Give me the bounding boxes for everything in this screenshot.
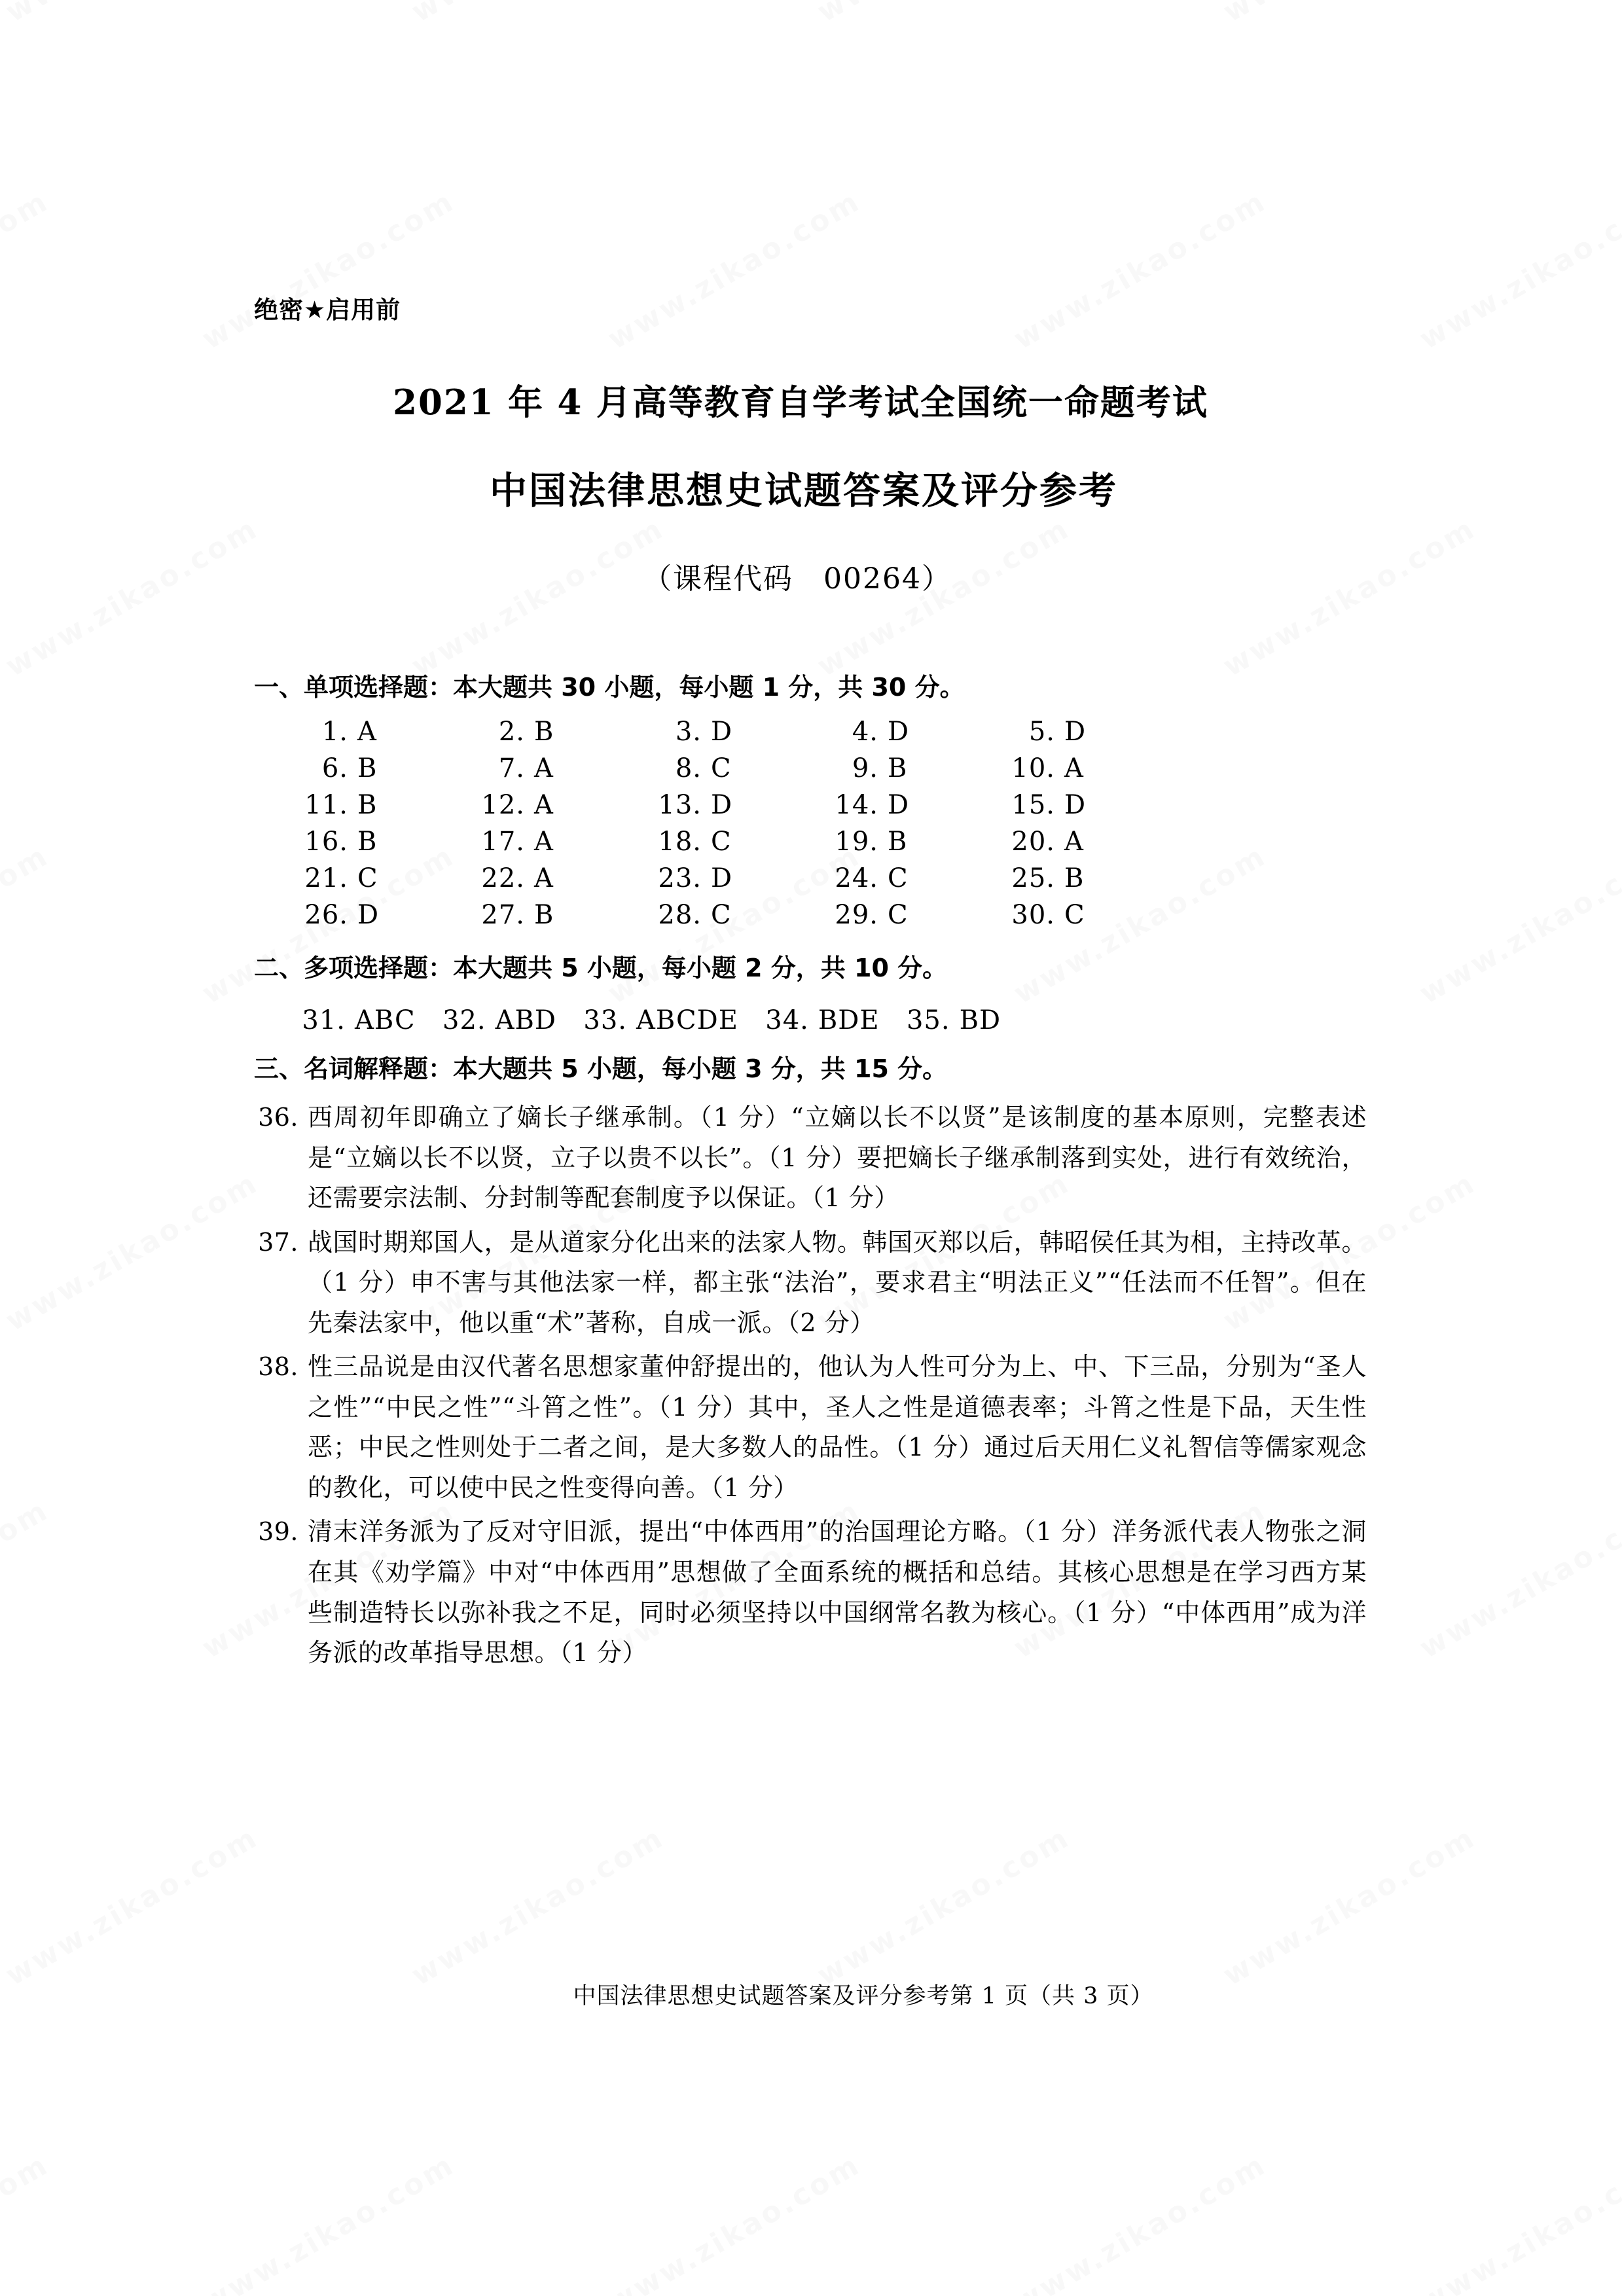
answer-number: 33. bbox=[583, 1005, 627, 1035]
term-explanation-item bbox=[254, 1223, 1367, 1344]
answer-value: C bbox=[888, 863, 909, 894]
course-code: （课程代码 00264） bbox=[643, 562, 952, 596]
answer-value: C bbox=[888, 900, 909, 931]
answer-value: D bbox=[711, 863, 733, 894]
answer-row bbox=[298, 713, 1367, 750]
answer-value: ABCDE bbox=[636, 1005, 738, 1035]
answer-value: ABC bbox=[355, 1005, 416, 1035]
answer-cell bbox=[652, 719, 829, 745]
term-explanation-item bbox=[254, 1347, 1367, 1508]
item-text: 西周初年即确立了嫡长子继承制。（1 分）“立嫡以长不以贤”是该制度的基本原则，完整表述是“立嫡以长不以贤，立子以贵不以长”。（1 分）要把嫡长子继承制落到实处，进行有效统治，还需要宗法制、分封制等配套制度予以保证。（1 分） bbox=[308, 1102, 1367, 1213]
answer-value: D bbox=[888, 790, 910, 821]
answer-value: C bbox=[711, 900, 732, 931]
answer-value: D bbox=[1064, 717, 1087, 747]
answer-number: 13. bbox=[658, 790, 702, 821]
answer-number: 28. bbox=[658, 900, 702, 931]
answer-number: 23. bbox=[658, 863, 702, 894]
answer-value: BDE bbox=[818, 1005, 880, 1035]
answer-cell bbox=[1005, 829, 1182, 855]
answer-number: 5. bbox=[1028, 717, 1055, 747]
answer-cell bbox=[652, 753, 829, 784]
answer-cell bbox=[439, 1005, 556, 1035]
answer-value: D bbox=[1064, 790, 1087, 821]
answer-value: A bbox=[357, 717, 377, 747]
spacer bbox=[254, 936, 1367, 952]
answer-cell bbox=[829, 829, 1005, 855]
answer-number: 3. bbox=[675, 717, 702, 747]
term-explanation-item bbox=[254, 1512, 1367, 1673]
answer-number: 4. bbox=[852, 717, 878, 747]
answer-number: 10. bbox=[1011, 753, 1055, 784]
section-heading-single-choice: 一、单项选择题：本大题共 30 小题，每小题 1 分，共 30 分。 bbox=[254, 673, 965, 702]
answer-row bbox=[298, 750, 1367, 787]
answer-cell bbox=[580, 1005, 738, 1035]
answer-value: D bbox=[888, 717, 910, 747]
answer-cell bbox=[652, 829, 829, 855]
answer-cell bbox=[298, 863, 475, 894]
item-text: 清末洋务派为了反对守旧派，提出“中体西用”的治国理论方略。（1 分）洋务派代表人物张之洞在其《劝学篇》中对“中体西用”思想做了全面系统的概括和总结。其核心思想是在学习西方某些制造特长以弥补我之不足，同时必须坚持以中国纲常名教为核心。（1 分）“中体西用”成为洋务派的改革指导思想。（1 分） bbox=[308, 1517, 1367, 1668]
answer-value: B bbox=[534, 900, 554, 931]
answer-cell bbox=[829, 753, 1005, 784]
answer-value: B bbox=[534, 717, 554, 747]
answer-number: 16. bbox=[304, 827, 348, 857]
answer-number: 25. bbox=[1011, 863, 1055, 894]
answer-value: B bbox=[1064, 863, 1085, 894]
secret-notice: 绝密★启用前 bbox=[254, 296, 401, 324]
answer-value: A bbox=[534, 790, 554, 821]
term-explanation-item bbox=[254, 1098, 1367, 1219]
answer-value: C bbox=[711, 827, 732, 857]
answer-cell bbox=[1005, 753, 1182, 784]
answer-value: A bbox=[534, 753, 554, 784]
item-text: 性三品说是由汉代著名思想家董仲舒提出的，他认为人性可分为上、中、下三品，分别为“圣人之性”“中民之性”“斗筲之性”。（1 分）其中，圣人之性是道德表率；斗筲之性是下品，天生性恶；中民之性则处于二者之间，是大多数人的品性。（1 分）通过后天用仁义礼智信等儒家观念的教化，可以使中民之性变得向善。（1 分） bbox=[308, 1352, 1367, 1502]
answer-cell bbox=[829, 719, 1005, 745]
answer-number: 17. bbox=[481, 827, 525, 857]
answer-row bbox=[298, 860, 1367, 897]
answer-number: 34. bbox=[765, 1005, 809, 1035]
answer-number: 12. bbox=[481, 790, 525, 821]
answer-value: C bbox=[357, 863, 378, 894]
answer-number: 19. bbox=[835, 827, 878, 857]
answer-value: D bbox=[711, 790, 733, 821]
answer-value: C bbox=[1064, 900, 1085, 931]
answer-number: 1. bbox=[321, 717, 348, 747]
item-text: 战国时期郑国人，是从道家分化出来的法家人物。韩国灭郑以后，韩昭侯任其为相，主持改革。（1 分）申不害与其他法家一样，都主张“法治”，要求君主“明法正义”“任法而不任智”。但在先秦法家中，他以重“术”著称，自成一派。（2 分） bbox=[308, 1227, 1367, 1337]
multi-choice-answer-row bbox=[254, 1005, 1367, 1035]
page-footer: 中国法律思想史试题答案及评分参考第 1 页（共 3 页） bbox=[573, 1983, 1154, 2009]
answer-cell bbox=[475, 719, 652, 745]
answer-cell bbox=[1005, 719, 1182, 745]
answer-value: B bbox=[357, 753, 378, 784]
answer-value: B bbox=[357, 827, 378, 857]
answer-cell bbox=[829, 900, 1005, 931]
answer-number: 32. bbox=[442, 1005, 486, 1035]
answer-cell bbox=[298, 1005, 416, 1035]
answer-value: A bbox=[534, 827, 554, 857]
answer-number: 11. bbox=[304, 790, 348, 821]
answer-cell bbox=[1005, 900, 1182, 931]
answer-cell bbox=[475, 790, 652, 821]
answer-number: 21. bbox=[304, 863, 348, 894]
answer-cell bbox=[652, 790, 829, 821]
answer-cell bbox=[652, 863, 829, 894]
answer-cell bbox=[903, 1005, 1001, 1035]
answer-cell bbox=[298, 790, 475, 821]
section-heading-term-explanation: 三、名词解释题：本大题共 5 小题，每小题 3 分，共 15 分。 bbox=[254, 1054, 948, 1083]
answer-cell bbox=[298, 829, 475, 855]
answer-number: 27. bbox=[481, 900, 525, 931]
answer-row bbox=[298, 823, 1367, 860]
answer-number: 30. bbox=[1011, 900, 1055, 931]
answer-number: 29. bbox=[835, 900, 878, 931]
answer-value: ABD bbox=[495, 1005, 556, 1035]
answer-cell bbox=[829, 790, 1005, 821]
answer-number: 35. bbox=[906, 1005, 950, 1035]
answer-number: 15. bbox=[1011, 790, 1055, 821]
answer-value: A bbox=[534, 863, 554, 894]
answer-value: D bbox=[711, 717, 733, 747]
answer-number: 20. bbox=[1011, 827, 1055, 857]
answer-number: 22. bbox=[481, 863, 525, 894]
answer-number: 2. bbox=[498, 717, 525, 747]
answer-cell bbox=[1005, 863, 1182, 894]
document-body bbox=[254, 296, 1367, 1677]
answer-number: 24. bbox=[835, 863, 878, 894]
item-number: 39. bbox=[258, 1517, 298, 1547]
answer-row bbox=[298, 787, 1367, 823]
answer-cell bbox=[475, 753, 652, 784]
answer-number: 6. bbox=[321, 753, 348, 784]
answer-value: BD bbox=[959, 1005, 1001, 1035]
answer-cell bbox=[829, 863, 1005, 894]
answer-value: B bbox=[888, 753, 908, 784]
answer-value: D bbox=[357, 900, 380, 931]
answer-row bbox=[298, 897, 1367, 933]
answer-value: B bbox=[888, 827, 908, 857]
section-heading-multi-choice: 二、多项选择题：本大题共 5 小题，每小题 2 分，共 10 分。 bbox=[254, 954, 948, 983]
answer-number: 9. bbox=[852, 753, 878, 784]
item-number: 37. bbox=[258, 1227, 298, 1257]
answer-number: 18. bbox=[658, 827, 702, 857]
single-choice-answer-grid bbox=[254, 713, 1367, 933]
answer-cell bbox=[475, 829, 652, 855]
answer-cell bbox=[475, 863, 652, 894]
answer-cell bbox=[762, 1005, 880, 1035]
answer-value: C bbox=[711, 753, 732, 784]
paper-title: 中国法律思想史试题答案及评分参考 bbox=[490, 469, 1118, 512]
answer-cell bbox=[475, 900, 652, 931]
answer-number: 7. bbox=[498, 753, 525, 784]
exam-title: 2021 年 4 月高等教育自学考试全国统一命题考试 bbox=[393, 382, 1208, 423]
answer-number: 31. bbox=[302, 1005, 346, 1035]
item-number: 38. bbox=[258, 1352, 298, 1382]
answer-number: 8. bbox=[675, 753, 702, 784]
answer-cell bbox=[298, 900, 475, 931]
answer-cell bbox=[298, 719, 475, 745]
answer-cell bbox=[1005, 790, 1182, 821]
answer-value: A bbox=[1064, 827, 1084, 857]
term-explanation-list bbox=[254, 1098, 1367, 1674]
answer-value: A bbox=[1064, 753, 1084, 784]
answer-cell bbox=[652, 900, 829, 931]
answer-cell bbox=[298, 753, 475, 784]
answer-number: 14. bbox=[835, 790, 878, 821]
item-number: 36. bbox=[258, 1102, 298, 1132]
answer-value: B bbox=[357, 790, 378, 821]
answer-number: 26. bbox=[304, 900, 348, 931]
